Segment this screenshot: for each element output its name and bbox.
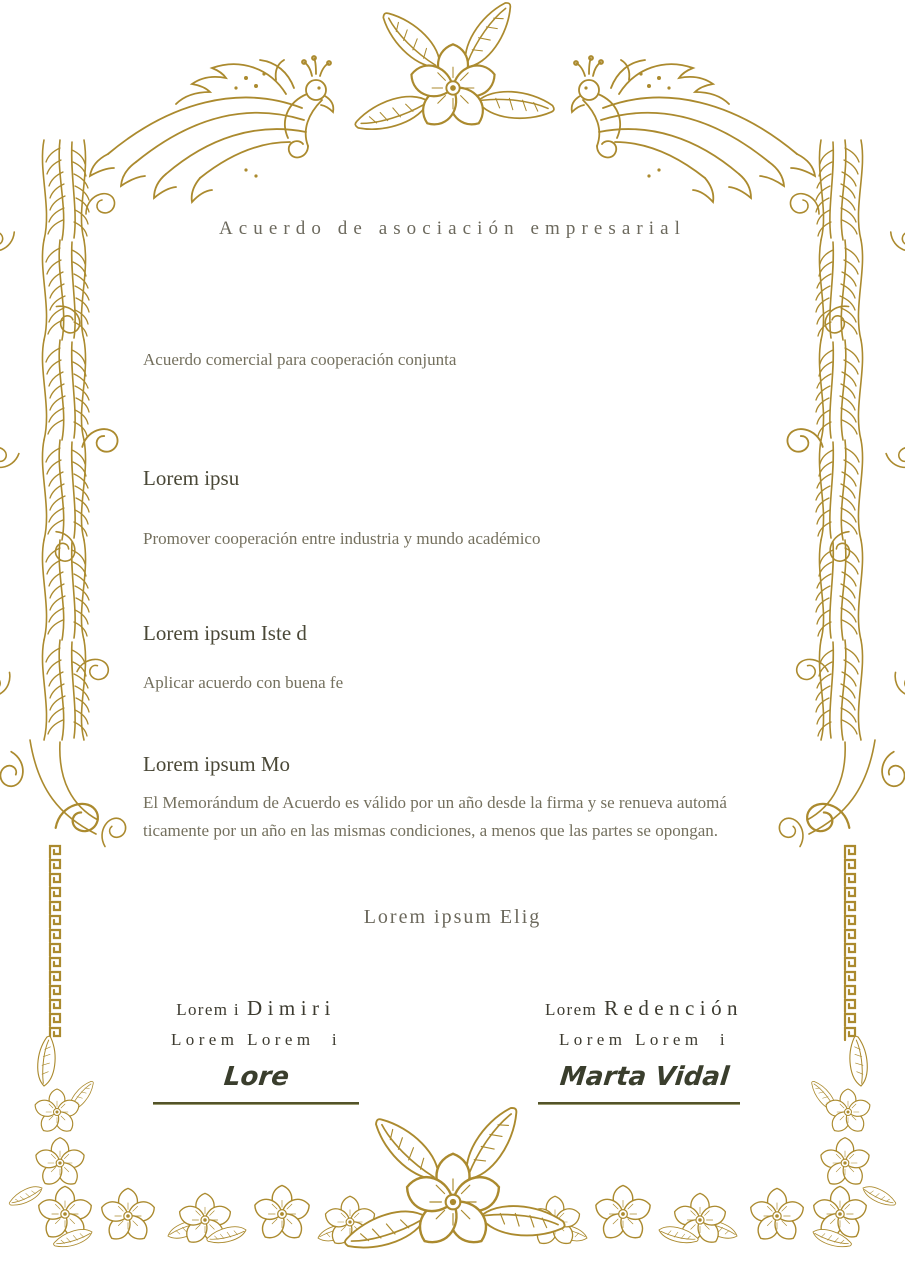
section-body-2: Aplicar acuerdo con buena fe xyxy=(143,673,344,692)
signature-handwritten-left: Lore xyxy=(222,1062,291,1092)
signature-title-left xyxy=(128,996,384,1030)
intro-text: Acuerdo comercial para cooperación conjunta xyxy=(143,350,457,369)
closing-text: Lorem ipsum Elig xyxy=(363,906,542,928)
document-title: Acuerdo de asociación empresarial xyxy=(218,218,687,239)
section-body-1: Promover cooperación entre industria y mundo académico xyxy=(143,529,541,548)
signature-subtitle-left: Lorem Lorem i xyxy=(171,1030,341,1049)
signature-block-right xyxy=(516,996,772,1102)
signature-title-right xyxy=(516,996,772,1030)
section-body-3-line-2: ticamente por un año en las mismas condiciones, a menos que las partes se opongan. xyxy=(143,821,719,840)
signature-handwritten-right: Marta Vidal xyxy=(558,1062,731,1092)
signature-block-left xyxy=(128,996,384,1102)
section-body-3 xyxy=(143,789,803,845)
signature-name-right: Redención xyxy=(604,996,744,1020)
signature-prefix-left: Lorem i xyxy=(176,1000,241,1019)
signature-name-left: Dimiri xyxy=(247,996,336,1020)
section-heading-1: Lorem ipsu xyxy=(143,466,240,490)
signature-line-right xyxy=(538,1102,740,1105)
signature-line-left xyxy=(153,1102,359,1105)
section-heading-2: Lorem ipsum Iste d xyxy=(143,621,307,645)
signature-subtitle-right: Lorem Lorem i xyxy=(559,1030,729,1049)
signature-prefix-right: Lorem xyxy=(544,1000,598,1019)
section-body-3-line-1: El Memorándum de Acuerdo es válido por un año desde la firma y se renueva automá xyxy=(143,793,727,812)
section-heading-3: Lorem ipsum Mo xyxy=(143,752,290,776)
